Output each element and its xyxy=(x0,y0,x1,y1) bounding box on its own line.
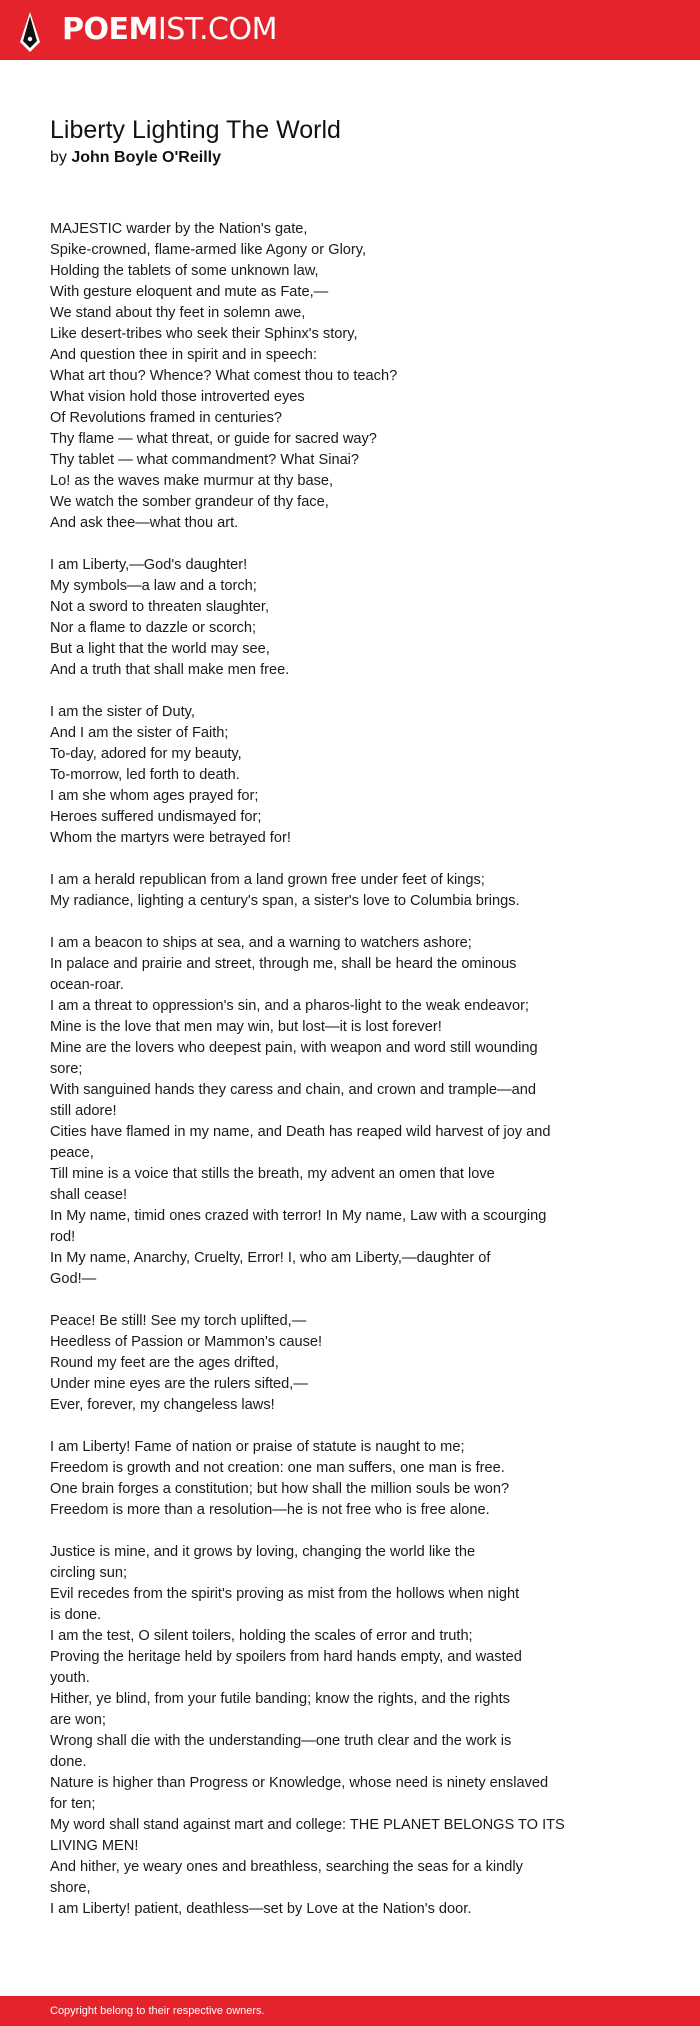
poem-line: My radiance, lighting a century's span, a sister's love to Columbia brings. xyxy=(50,893,520,909)
poem-line: Round my feet are the ages drifted, xyxy=(50,1355,279,1371)
poem-line: Proving the heritage held by spoilers from hard hands empty, and wasted xyxy=(50,1649,522,1665)
poem-line: Not a sword to threaten slaughter, xyxy=(50,599,270,615)
poem-line: circling sun; xyxy=(50,1565,128,1581)
poem-line: And hither, ye weary ones and breathless, searching the seas for a kindly xyxy=(50,1859,523,1875)
poem-line: I am a threat to oppression's sin, and a pharos-light to the weak endeavor; xyxy=(50,998,529,1014)
poem-stanza xyxy=(50,555,610,681)
poem-line: In My name, timid ones crazed with terror! In My name, Law with a scourging xyxy=(50,1208,547,1224)
poem-line: And question thee in spirit and in speech: xyxy=(50,347,317,363)
poem-line: Peace! Be still! See my torch uplifted,— xyxy=(50,1313,307,1329)
poem-line: With gesture eloquent and mute as Fate,— xyxy=(50,284,329,300)
poem-line: ocean-roar. xyxy=(50,977,124,993)
poem-line: Heroes suffered undismayed for; xyxy=(50,809,262,825)
poem-line: Cities have flamed in my name, and Death has reaped wild harvest of joy and xyxy=(50,1124,551,1140)
poem-line: Wrong shall die with the understanding—one truth clear and the work is xyxy=(50,1733,512,1749)
poem-line: Evil recedes from the spirit's proving as mist from the hollows when night xyxy=(50,1586,520,1602)
poem-stanza xyxy=(50,1311,610,1416)
poem-line: Ever, forever, my changeless laws! xyxy=(50,1397,275,1413)
author-name: John Boyle O'Reilly xyxy=(71,149,221,166)
poem-stanza xyxy=(50,933,610,1290)
poem-line: is done. xyxy=(50,1607,102,1623)
poem-line: I am the sister of Duty, xyxy=(50,704,195,720)
poem-line: Heedless of Passion or Mammon's cause! xyxy=(50,1334,323,1350)
poem-byline xyxy=(50,149,221,167)
poem-stanza xyxy=(50,870,610,912)
poem-line: Mine are the lovers who deepest pain, with weapon and word still wounding xyxy=(50,1040,538,1056)
poem-title: Liberty Lighting The World xyxy=(50,116,341,144)
poem-line: LIVING MEN! xyxy=(50,1838,139,1854)
poem-stanza xyxy=(50,702,610,849)
poem-line: Whom the martyrs were betrayed for! xyxy=(50,830,291,846)
poem-line: shall cease! xyxy=(50,1187,128,1203)
poem-line: I am a beacon to ships at sea, and a warning to watchers ashore; xyxy=(50,935,472,951)
poem-line: And ask thee—what thou art. xyxy=(50,515,239,531)
poem-line: sore; xyxy=(50,1061,83,1077)
poem-line: I am she whom ages prayed for; xyxy=(50,788,259,804)
poem-line: We watch the somber grandeur of thy face, xyxy=(50,494,329,510)
poem-line: Under mine eyes are the rulers sifted,— xyxy=(50,1376,308,1392)
poem-line: My word shall stand against mart and college: THE PLANET BELONGS TO ITS xyxy=(50,1817,565,1833)
poem-line: for ten; xyxy=(50,1796,96,1812)
poem-line: Thy tablet — what commandment? What Sinai? xyxy=(50,452,360,468)
poem-line: are won; xyxy=(50,1712,106,1728)
copyright-text: Copyright belong to their respective owners. xyxy=(50,2005,265,2017)
poem-line: youth. xyxy=(50,1670,90,1686)
poem-line: Freedom is more than a resolution—he is not free who is free alone. xyxy=(50,1502,490,1518)
poem-line: And a truth that shall make men free. xyxy=(50,662,290,678)
poem-line: To-morrow, led forth to death. xyxy=(50,767,240,783)
poem-line: What art thou? Whence? What comest thou to teach? xyxy=(50,368,398,384)
poem-line: With sanguined hands they caress and chain, and crown and trample—and xyxy=(50,1082,536,1098)
poem-line: And I am the sister of Faith; xyxy=(50,725,229,741)
site-footer xyxy=(0,1996,700,2026)
poem-line: I am a herald republican from a land grown free under feet of kings; xyxy=(50,872,485,888)
poem-line: Lo! as the waves make murmur at thy base, xyxy=(50,473,334,489)
poem-line: Spike-crowned, flame-armed like Agony or Glory, xyxy=(50,242,367,258)
poem-line: Thy flame — what threat, or guide for sacred way? xyxy=(50,431,377,447)
poem-line: Nature is higher than Progress or Knowledge, whose need is ninety enslaved xyxy=(50,1775,549,1791)
poem-line: In My name, Anarchy, Cruelty, Error! I, who am Liberty,—daughter of xyxy=(50,1250,491,1266)
poem-line: I am Liberty,—God's daughter! xyxy=(50,557,248,573)
poem-line: God!— xyxy=(50,1271,97,1287)
poem-line: MAJESTIC warder by the Nation's gate, xyxy=(50,221,308,237)
poem-line: Nor a flame to dazzle or scorch; xyxy=(50,620,257,636)
poem-line: My symbols—a law and a torch; xyxy=(50,578,257,594)
poem-line: Like desert-tribes who seek their Sphinx's story, xyxy=(50,326,358,342)
poem-line: Holding the tablets of some unknown law, xyxy=(50,263,319,279)
poem-line: I am Liberty! Fame of nation or praise of statute is naught to me; xyxy=(50,1439,465,1455)
poem-line: peace, xyxy=(50,1145,94,1161)
poem-line: We stand about thy feet in solemn awe, xyxy=(50,305,306,321)
poem-line: Freedom is growth and not creation: one man suffers, one man is free. xyxy=(50,1460,505,1476)
poem-line: To-day, adored for my beauty, xyxy=(50,746,242,762)
poem-line: One brain forges a constitution; but how shall the million souls be won? xyxy=(50,1481,510,1497)
site-logo[interactable] xyxy=(62,10,277,50)
poem-line: I am Liberty! patient, deathless—set by Love at the Nation's door. xyxy=(50,1901,472,1917)
logo-bold-text: POEM xyxy=(62,12,158,47)
poem-line: shore, xyxy=(50,1880,91,1896)
poem-body xyxy=(50,219,610,1941)
poem-line: Till mine is a voice that stills the breath, my advent an omen that love xyxy=(50,1166,495,1182)
poem-line: Justice is mine, and it grows by loving, changing the world like the xyxy=(50,1544,476,1560)
poem-line: rod! xyxy=(50,1229,76,1245)
poem-line: Of Revolutions framed in centuries? xyxy=(50,410,282,426)
site-header xyxy=(0,0,700,60)
poem-stanza xyxy=(50,1542,610,1920)
poem-line: Mine is the love that men may win, but lost—it is lost forever! xyxy=(50,1019,442,1035)
poem-line: still adore! xyxy=(50,1103,117,1119)
logo-light-text: IST.COM xyxy=(157,12,277,47)
poem-line: In palace and prairie and street, through me, shall be heard the ominous xyxy=(50,956,517,972)
poem-line: I am the test, O silent toilers, holding the scales of error and truth; xyxy=(50,1628,473,1644)
poem-line: But a light that the world may see, xyxy=(50,641,270,657)
poem-line: What vision hold those introverted eyes xyxy=(50,389,305,405)
poem-stanza xyxy=(50,1437,610,1521)
poem-stanza xyxy=(50,219,610,534)
poem-line: Hither, ye blind, from your futile banding; know the rights, and the rights xyxy=(50,1691,510,1707)
pen-nib-logo-icon[interactable] xyxy=(18,12,42,52)
by-label: by xyxy=(50,149,67,166)
poem-line: done. xyxy=(50,1754,87,1770)
